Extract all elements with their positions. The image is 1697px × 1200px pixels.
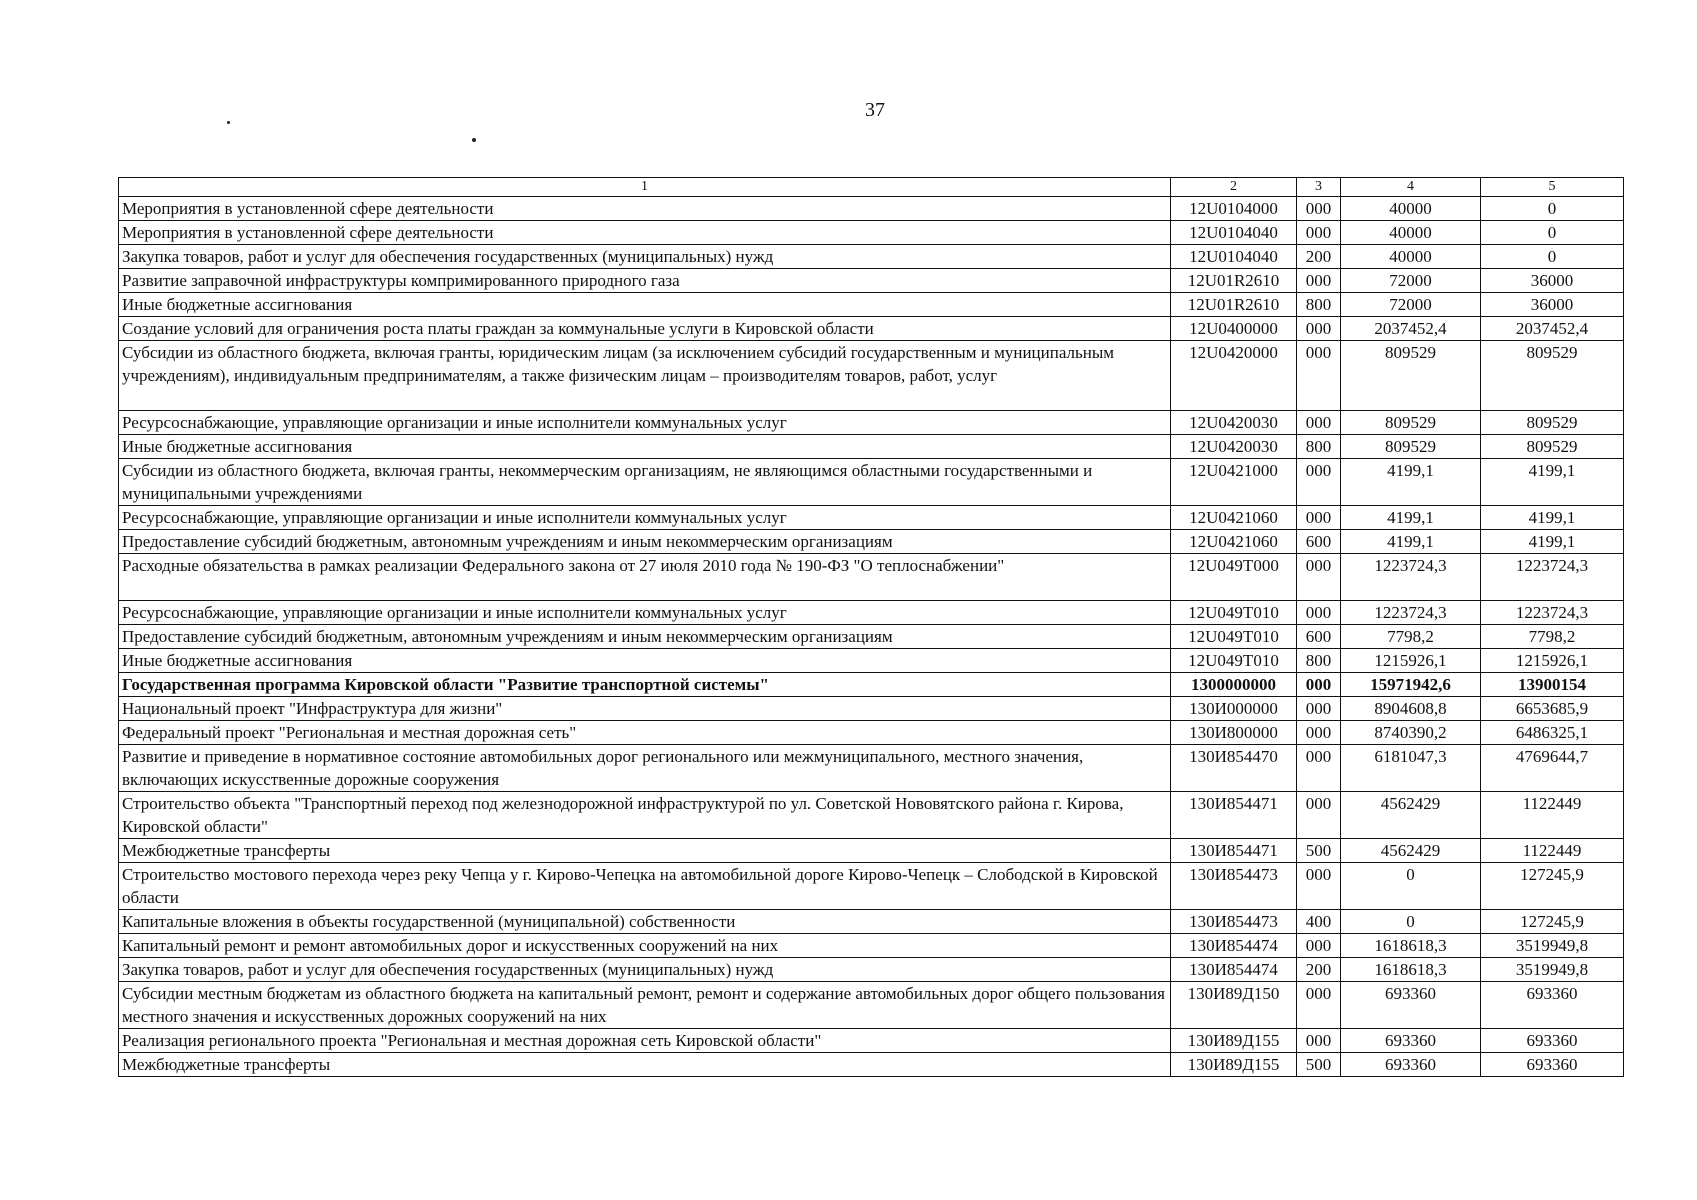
row-value-4-cell: 809529	[1341, 341, 1481, 411]
row-value-4-cell: 809529	[1341, 435, 1481, 459]
row-name-cell: Предоставление субсидий бюджетным, автономным учреждениям и иным некоммерческим организациям	[119, 530, 1171, 554]
row-name-cell: Ресурсоснабжающие, управляющие организации и иные исполнители коммунальных услуг	[119, 506, 1171, 530]
row-kind-cell: 000	[1297, 673, 1341, 697]
row-name-cell: Национальный проект "Инфраструктура для жизни"	[119, 697, 1171, 721]
table-row	[119, 435, 1624, 459]
row-value-5-cell: 3519949,8	[1481, 934, 1624, 958]
row-name-cell: Строительство объекта "Транспортный переход под железнодорожной инфраструктурой по ул. Советской Нововятского района г. Кирова, Кировской области"	[119, 792, 1171, 839]
row-code-cell: 12U0420030	[1171, 435, 1297, 459]
row-value-4-cell: 0	[1341, 910, 1481, 934]
row-code-cell: 12U049T010	[1171, 625, 1297, 649]
row-value-5-cell: 0	[1481, 221, 1624, 245]
row-kind-cell: 800	[1297, 435, 1341, 459]
row-name-cell: Иные бюджетные ассигнования	[119, 293, 1171, 317]
row-kind-cell: 000	[1297, 341, 1341, 411]
row-value-5-cell: 1122449	[1481, 792, 1624, 839]
row-value-5-cell: 6653685,9	[1481, 697, 1624, 721]
row-name-cell: Межбюджетные трансферты	[119, 1053, 1171, 1077]
row-value-5-cell: 1223724,3	[1481, 554, 1624, 601]
row-value-5-cell: 7798,2	[1481, 625, 1624, 649]
row-kind-cell: 000	[1297, 317, 1341, 341]
row-code-cell: 130И854474	[1171, 958, 1297, 982]
row-name-cell: Капитальный ремонт и ремонт автомобильных дорог и искусственных сооружений на них	[119, 934, 1171, 958]
row-code-cell: 130И854470	[1171, 745, 1297, 792]
row-name-cell: Капитальные вложения в объекты государственной (муниципальной) собственности	[119, 910, 1171, 934]
row-value-5-cell: 693360	[1481, 1053, 1624, 1077]
row-code-cell: 12U0420030	[1171, 411, 1297, 435]
row-value-4-cell: 1215926,1	[1341, 649, 1481, 673]
row-code-cell: 12U0421060	[1171, 506, 1297, 530]
table-row	[119, 1029, 1624, 1053]
table-row	[119, 792, 1624, 839]
row-name-cell: Реализация регионального проекта "Региональная и местная дорожная сеть Кировской области"	[119, 1029, 1171, 1053]
row-code-cell: 12U0104040	[1171, 245, 1297, 269]
row-value-5-cell: 4199,1	[1481, 459, 1624, 506]
row-code-cell: 12U049T010	[1171, 601, 1297, 625]
table-row	[119, 459, 1624, 506]
row-value-5-cell: 4199,1	[1481, 530, 1624, 554]
table-row	[119, 982, 1624, 1029]
budget-table	[118, 177, 1624, 1077]
row-kind-cell: 200	[1297, 245, 1341, 269]
row-value-4-cell: 4562429	[1341, 839, 1481, 863]
row-name-cell: Ресурсоснабжающие, управляющие организации и иные исполнители коммунальных услуг	[119, 411, 1171, 435]
col-header-3: 3	[1297, 178, 1341, 197]
row-kind-cell: 000	[1297, 934, 1341, 958]
row-code-cell: 12U049T000	[1171, 554, 1297, 601]
row-kind-cell: 000	[1297, 459, 1341, 506]
row-value-5-cell: 1223724,3	[1481, 601, 1624, 625]
table-row	[119, 1053, 1624, 1077]
col-header-5: 5	[1481, 178, 1624, 197]
row-value-4-cell: 2037452,4	[1341, 317, 1481, 341]
table-body	[119, 197, 1624, 1077]
table-row	[119, 649, 1624, 673]
row-value-4-cell: 4562429	[1341, 792, 1481, 839]
row-value-5-cell: 36000	[1481, 293, 1624, 317]
row-value-4-cell: 15971942,6	[1341, 673, 1481, 697]
row-kind-cell: 800	[1297, 293, 1341, 317]
page-number: 37	[865, 99, 885, 121]
row-code-cell: 12U0421000	[1171, 459, 1297, 506]
row-name-cell: Субсидии местным бюджетам из областного бюджета на капитальный ремонт, ремонт и содержание автомобильных дорог общего пользования местного значения и искусственных дорожных сооружений на них	[119, 982, 1171, 1029]
row-name-cell: Межбюджетные трансферты	[119, 839, 1171, 863]
row-name-cell: Строительство мостового перехода через реку Чепца у г. Кирово-Чепецка на автомобильной дороге Кирово-Чепецк – Слободской в Кировской области	[119, 863, 1171, 910]
row-value-5-cell: 0	[1481, 197, 1624, 221]
row-value-4-cell: 1223724,3	[1341, 554, 1481, 601]
table-row	[119, 245, 1624, 269]
row-name-cell: Развитие заправочной инфраструктуры компримированного природного газа	[119, 269, 1171, 293]
row-code-cell: 12U049T010	[1171, 649, 1297, 673]
row-value-5-cell: 127245,9	[1481, 863, 1624, 910]
table-row	[119, 530, 1624, 554]
table-row	[119, 554, 1624, 601]
table-row	[119, 673, 1624, 697]
row-kind-cell: 200	[1297, 958, 1341, 982]
row-code-cell: 12U0104000	[1171, 197, 1297, 221]
row-value-4-cell: 693360	[1341, 1053, 1481, 1077]
row-kind-cell: 000	[1297, 197, 1341, 221]
row-value-4-cell: 1618618,3	[1341, 958, 1481, 982]
row-kind-cell: 000	[1297, 601, 1341, 625]
table-row	[119, 601, 1624, 625]
row-kind-cell: 000	[1297, 221, 1341, 245]
row-value-4-cell: 4199,1	[1341, 506, 1481, 530]
row-code-cell: 130И89Д155	[1171, 1053, 1297, 1077]
scan-speck	[472, 138, 476, 142]
row-name-cell: Мероприятия в установленной сфере деятельности	[119, 197, 1171, 221]
table-row	[119, 317, 1624, 341]
row-value-4-cell: 809529	[1341, 411, 1481, 435]
row-value-5-cell: 4199,1	[1481, 506, 1624, 530]
table-row	[119, 958, 1624, 982]
row-code-cell: 130И854471	[1171, 792, 1297, 839]
row-value-4-cell: 6181047,3	[1341, 745, 1481, 792]
table-row	[119, 293, 1624, 317]
row-kind-cell: 000	[1297, 863, 1341, 910]
table-row	[119, 197, 1624, 221]
table-row	[119, 934, 1624, 958]
row-value-4-cell: 693360	[1341, 982, 1481, 1029]
row-name-cell: Иные бюджетные ассигнования	[119, 649, 1171, 673]
row-value-5-cell: 4769644,7	[1481, 745, 1624, 792]
row-value-5-cell: 1122449	[1481, 839, 1624, 863]
row-value-5-cell: 1215926,1	[1481, 649, 1624, 673]
row-value-5-cell: 809529	[1481, 341, 1624, 411]
col-header-4: 4	[1341, 178, 1481, 197]
row-kind-cell: 000	[1297, 554, 1341, 601]
row-value-5-cell: 13900154	[1481, 673, 1624, 697]
row-name-cell: Предоставление субсидий бюджетным, автономным учреждениям и иным некоммерческим организациям	[119, 625, 1171, 649]
row-kind-cell: 000	[1297, 792, 1341, 839]
row-value-4-cell: 40000	[1341, 197, 1481, 221]
row-value-4-cell: 0	[1341, 863, 1481, 910]
row-name-cell: Государственная программа Кировской области "Развитие транспортной системы"	[119, 673, 1171, 697]
row-name-cell: Закупка товаров, работ и услуг для обеспечения государственных (муниципальных) нужд	[119, 245, 1171, 269]
row-value-5-cell: 0	[1481, 245, 1624, 269]
row-code-cell: 12U0420000	[1171, 341, 1297, 411]
row-code-cell: 130И854471	[1171, 839, 1297, 863]
table-row	[119, 221, 1624, 245]
row-name-cell: Создание условий для ограничения роста платы граждан за коммунальные услуги в Кировской области	[119, 317, 1171, 341]
table-row	[119, 721, 1624, 745]
row-kind-cell: 500	[1297, 1053, 1341, 1077]
table-row	[119, 506, 1624, 530]
row-code-cell: 130И854473	[1171, 863, 1297, 910]
row-name-cell: Расходные обязательства в рамках реализации Федерального закона от 27 июля 2010 года № 190-ФЗ "О теплоснабжении"	[119, 554, 1171, 601]
row-code-cell: 12U0400000	[1171, 317, 1297, 341]
row-kind-cell: 600	[1297, 625, 1341, 649]
row-kind-cell: 000	[1297, 1029, 1341, 1053]
row-value-4-cell: 72000	[1341, 269, 1481, 293]
table-row	[119, 910, 1624, 934]
row-value-4-cell: 40000	[1341, 221, 1481, 245]
row-kind-cell: 800	[1297, 649, 1341, 673]
row-value-5-cell: 127245,9	[1481, 910, 1624, 934]
row-name-cell: Мероприятия в установленной сфере деятельности	[119, 221, 1171, 245]
row-name-cell: Федеральный проект "Региональная и местная дорожная сеть"	[119, 721, 1171, 745]
row-code-cell: 130И000000	[1171, 697, 1297, 721]
row-value-4-cell: 693360	[1341, 1029, 1481, 1053]
row-value-5-cell: 809529	[1481, 435, 1624, 459]
row-value-4-cell: 8740390,2	[1341, 721, 1481, 745]
table-row	[119, 269, 1624, 293]
scan-speck	[227, 121, 230, 124]
row-kind-cell: 000	[1297, 697, 1341, 721]
row-value-4-cell: 72000	[1341, 293, 1481, 317]
row-code-cell: 12U0421060	[1171, 530, 1297, 554]
table-row	[119, 839, 1624, 863]
table-row	[119, 625, 1624, 649]
row-name-cell: Развитие и приведение в нормативное состояние автомобильных дорог регионального или межмуниципального, местного значения, включающих искусственные дорожные сооружения	[119, 745, 1171, 792]
row-code-cell: 130И89Д150	[1171, 982, 1297, 1029]
row-name-cell: Иные бюджетные ассигнования	[119, 435, 1171, 459]
row-value-4-cell: 1223724,3	[1341, 601, 1481, 625]
table-row	[119, 411, 1624, 435]
row-value-5-cell: 809529	[1481, 411, 1624, 435]
row-code-cell: 130И854473	[1171, 910, 1297, 934]
col-header-1: 1	[119, 178, 1171, 197]
row-kind-cell: 400	[1297, 910, 1341, 934]
row-name-cell: Субсидии из областного бюджета, включая гранты, юридическим лицам (за исключением субсидий государственным и муниципальным учреждениям), индивидуальным предпринимателям, а также физическим лицам – производителям товаров, работ, услуг	[119, 341, 1171, 411]
row-value-5-cell: 693360	[1481, 982, 1624, 1029]
row-value-5-cell: 693360	[1481, 1029, 1624, 1053]
row-code-cell: 12U01R2610	[1171, 293, 1297, 317]
row-code-cell: 12U0104040	[1171, 221, 1297, 245]
row-value-5-cell: 3519949,8	[1481, 958, 1624, 982]
row-name-cell: Закупка товаров, работ и услуг для обеспечения государственных (муниципальных) нужд	[119, 958, 1171, 982]
table-row	[119, 863, 1624, 910]
row-code-cell: 130И800000	[1171, 721, 1297, 745]
row-value-5-cell: 2037452,4	[1481, 317, 1624, 341]
col-header-2: 2	[1171, 178, 1297, 197]
table-header-row	[119, 178, 1624, 197]
row-value-4-cell: 7798,2	[1341, 625, 1481, 649]
row-kind-cell: 000	[1297, 982, 1341, 1029]
row-name-cell: Субсидии из областного бюджета, включая гранты, некоммерческим организациям, не являющимся областными государственными и муниципальными учреждениями	[119, 459, 1171, 506]
table-row	[119, 341, 1624, 411]
row-value-4-cell: 4199,1	[1341, 530, 1481, 554]
row-code-cell: 1300000000	[1171, 673, 1297, 697]
row-kind-cell: 500	[1297, 839, 1341, 863]
table-row	[119, 745, 1624, 792]
row-value-4-cell: 8904608,8	[1341, 697, 1481, 721]
row-kind-cell: 000	[1297, 745, 1341, 792]
row-kind-cell: 000	[1297, 506, 1341, 530]
row-kind-cell: 000	[1297, 721, 1341, 745]
row-value-5-cell: 6486325,1	[1481, 721, 1624, 745]
row-code-cell: 12U01R2610	[1171, 269, 1297, 293]
row-code-cell: 130И854474	[1171, 934, 1297, 958]
row-value-5-cell: 36000	[1481, 269, 1624, 293]
row-value-4-cell: 40000	[1341, 245, 1481, 269]
row-name-cell: Ресурсоснабжающие, управляющие организации и иные исполнители коммунальных услуг	[119, 601, 1171, 625]
row-kind-cell: 600	[1297, 530, 1341, 554]
row-kind-cell: 000	[1297, 411, 1341, 435]
row-value-4-cell: 4199,1	[1341, 459, 1481, 506]
row-value-4-cell: 1618618,3	[1341, 934, 1481, 958]
table-row	[119, 697, 1624, 721]
row-code-cell: 130И89Д155	[1171, 1029, 1297, 1053]
row-kind-cell: 000	[1297, 269, 1341, 293]
